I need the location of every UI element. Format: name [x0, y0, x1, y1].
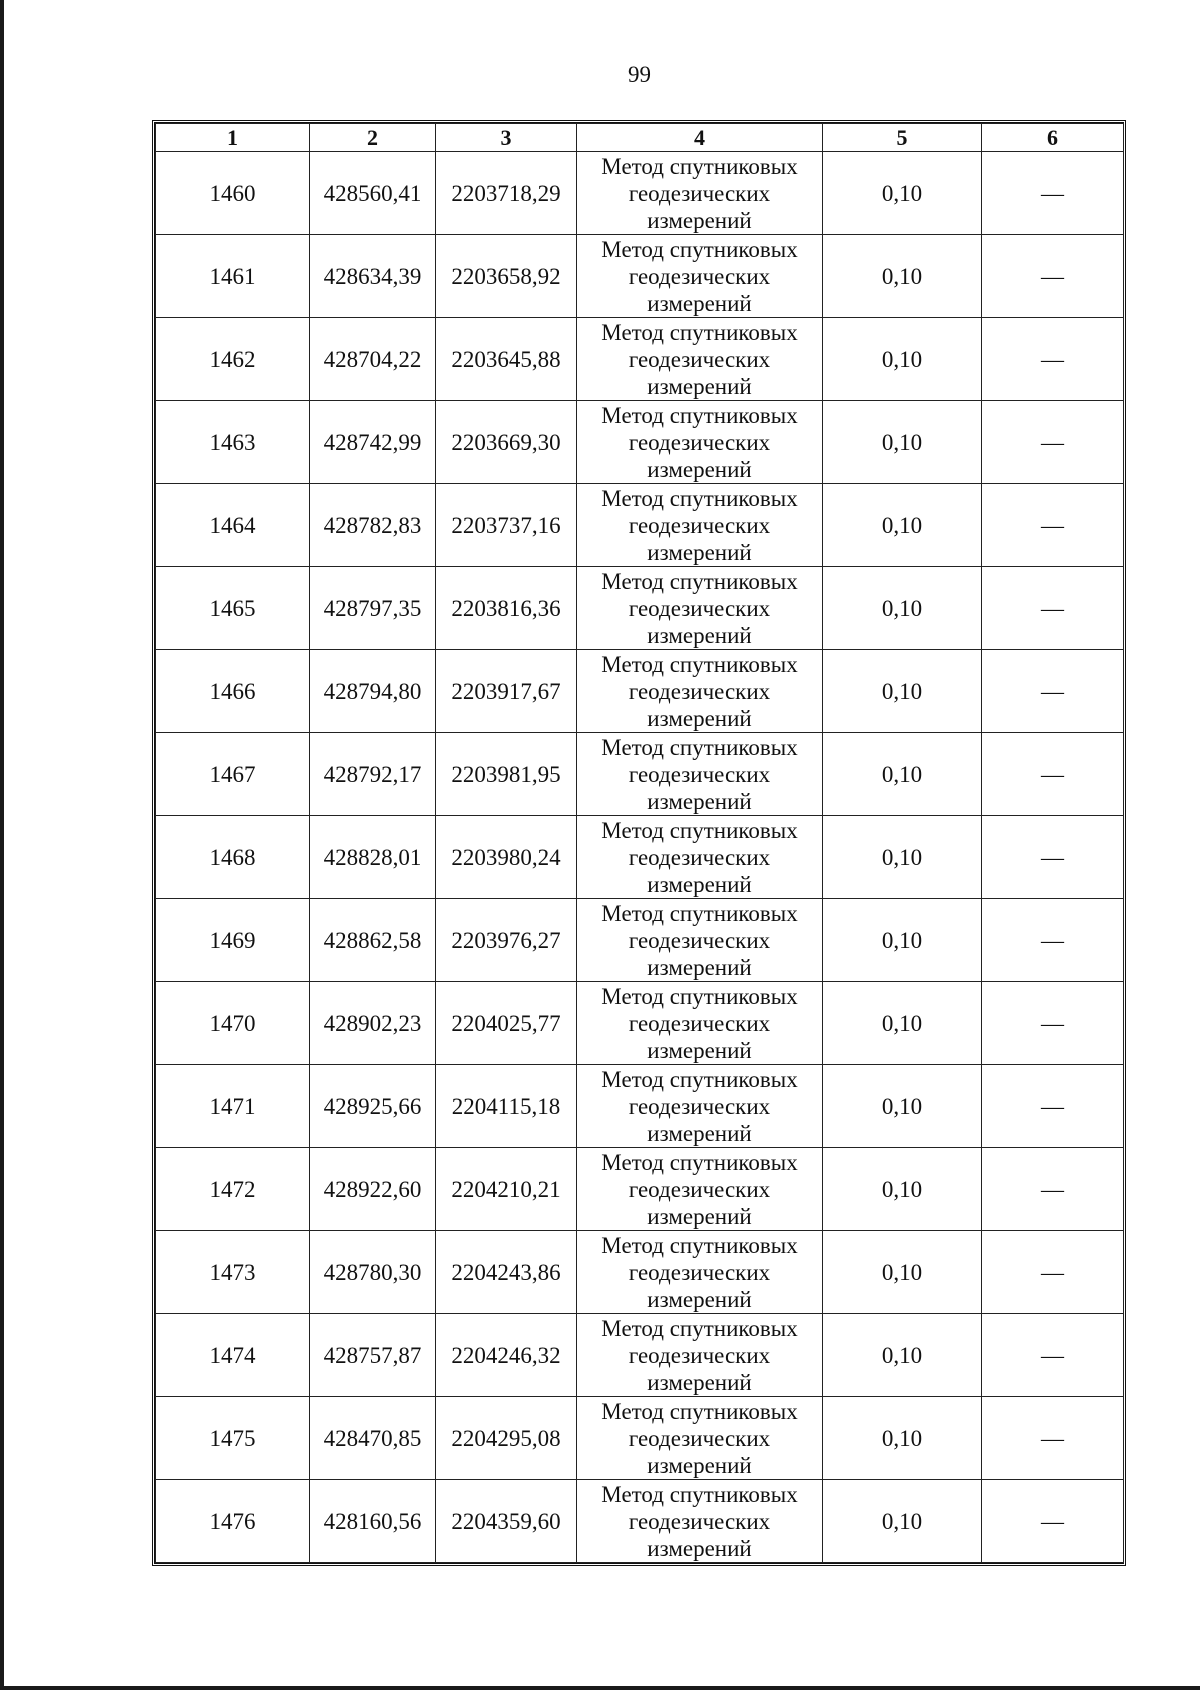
accuracy-cell: 0,10 [823, 816, 982, 899]
note-cell: — [982, 567, 1124, 650]
table-row [156, 982, 1124, 1065]
y-coordinate-cell: 2204243,86 [436, 1231, 577, 1314]
method-cell: Метод спутниковых геодезических измерений [577, 567, 823, 650]
x-coordinate-cell: 428828,01 [310, 816, 436, 899]
accuracy-cell: 0,10 [823, 733, 982, 816]
accuracy-cell: 0,10 [823, 1397, 982, 1480]
x-coordinate-cell: 428925,66 [310, 1065, 436, 1148]
method-cell: Метод спутниковых геодезических измерений [577, 982, 823, 1065]
table-row [156, 318, 1124, 401]
y-coordinate-cell: 2204115,18 [436, 1065, 577, 1148]
x-coordinate-cell: 428742,99 [310, 401, 436, 484]
point-number-cell: 1468 [156, 816, 310, 899]
point-number-cell: 1460 [156, 152, 310, 235]
method-cell: Метод спутниковых геодезических измерений [577, 1397, 823, 1480]
x-coordinate-cell: 428782,83 [310, 484, 436, 567]
page-number: 99 [628, 62, 651, 87]
method-cell: Метод спутниковых геодезических измерений [577, 318, 823, 401]
table-row [156, 401, 1124, 484]
method-cell: Метод спутниковых геодезических измерений [577, 1065, 823, 1148]
header-cell: 6 [982, 124, 1124, 152]
point-number-cell: 1463 [156, 401, 310, 484]
accuracy-cell: 0,10 [823, 1065, 982, 1148]
note-cell: — [982, 816, 1124, 899]
point-number-cell: 1471 [156, 1065, 310, 1148]
accuracy-cell: 0,10 [823, 235, 982, 318]
y-coordinate-cell: 2203645,88 [436, 318, 577, 401]
note-cell: — [982, 1397, 1124, 1480]
y-coordinate-cell: 2203718,29 [436, 152, 577, 235]
coordinates-table [155, 123, 1124, 1563]
point-number-cell: 1462 [156, 318, 310, 401]
method-cell: Метод спутниковых геодезических измерений [577, 235, 823, 318]
method-cell: Метод спутниковых геодезических измерений [577, 650, 823, 733]
x-coordinate-cell: 428922,60 [310, 1148, 436, 1231]
method-cell: Метод спутниковых геодезических измерений [577, 1148, 823, 1231]
header-cell: 3 [436, 124, 577, 152]
note-cell: — [982, 1231, 1124, 1314]
x-coordinate-cell: 428634,39 [310, 235, 436, 318]
x-coordinate-cell: 428794,80 [310, 650, 436, 733]
y-coordinate-cell: 2203981,95 [436, 733, 577, 816]
note-cell: — [982, 650, 1124, 733]
accuracy-cell: 0,10 [823, 650, 982, 733]
method-cell: Метод спутниковых геодезических измерений [577, 484, 823, 567]
point-number-cell: 1473 [156, 1231, 310, 1314]
point-number-cell: 1461 [156, 235, 310, 318]
accuracy-cell: 0,10 [823, 1148, 982, 1231]
point-number-cell: 1469 [156, 899, 310, 982]
x-coordinate-cell: 428797,35 [310, 567, 436, 650]
note-cell: — [982, 235, 1124, 318]
header-cell: 1 [156, 124, 310, 152]
header-cell: 4 [577, 124, 823, 152]
scan-border-left [0, 0, 4, 1690]
y-coordinate-cell: 2203816,36 [436, 567, 577, 650]
x-coordinate-cell: 428780,30 [310, 1231, 436, 1314]
table-row [156, 899, 1124, 982]
table-body [156, 152, 1124, 1563]
point-number-cell: 1474 [156, 1314, 310, 1397]
table-row [156, 567, 1124, 650]
table-row [156, 650, 1124, 733]
method-cell: Метод спутниковых геодезических измерений [577, 733, 823, 816]
table-row [156, 1314, 1124, 1397]
accuracy-cell: 0,10 [823, 1480, 982, 1563]
accuracy-cell: 0,10 [823, 318, 982, 401]
accuracy-cell: 0,10 [823, 567, 982, 650]
x-coordinate-cell: 428862,58 [310, 899, 436, 982]
table-row [156, 733, 1124, 816]
note-cell: — [982, 1314, 1124, 1397]
method-cell: Метод спутниковых геодезических измерений [577, 816, 823, 899]
coordinates-table-frame [152, 120, 1126, 1566]
x-coordinate-cell: 428560,41 [310, 152, 436, 235]
y-coordinate-cell: 2204246,32 [436, 1314, 577, 1397]
table-row [156, 1480, 1124, 1563]
accuracy-cell: 0,10 [823, 484, 982, 567]
point-number-cell: 1475 [156, 1397, 310, 1480]
x-coordinate-cell: 428160,56 [310, 1480, 436, 1563]
table-row [156, 152, 1124, 235]
note-cell: — [982, 1065, 1124, 1148]
method-cell: Метод спутниковых геодезических измерений [577, 1231, 823, 1314]
accuracy-cell: 0,10 [823, 401, 982, 484]
y-coordinate-cell: 2203980,24 [436, 816, 577, 899]
accuracy-cell: 0,10 [823, 1314, 982, 1397]
point-number-cell: 1470 [156, 982, 310, 1065]
accuracy-cell: 0,10 [823, 899, 982, 982]
table-row [156, 484, 1124, 567]
y-coordinate-cell: 2204295,08 [436, 1397, 577, 1480]
y-coordinate-cell: 2204359,60 [436, 1480, 577, 1563]
table-header-row [156, 124, 1124, 152]
table-row [156, 1231, 1124, 1314]
accuracy-cell: 0,10 [823, 1231, 982, 1314]
y-coordinate-cell: 2203976,27 [436, 899, 577, 982]
table-row [156, 1148, 1124, 1231]
point-number-cell: 1466 [156, 650, 310, 733]
note-cell: — [982, 1480, 1124, 1563]
table-row [156, 816, 1124, 899]
method-cell: Метод спутниковых геодезических измерений [577, 152, 823, 235]
y-coordinate-cell: 2204025,77 [436, 982, 577, 1065]
header-cell: 5 [823, 124, 982, 152]
note-cell: — [982, 318, 1124, 401]
method-cell: Метод спутниковых геодезических измерений [577, 1314, 823, 1397]
accuracy-cell: 0,10 [823, 982, 982, 1065]
x-coordinate-cell: 428792,17 [310, 733, 436, 816]
note-cell: — [982, 733, 1124, 816]
scan-border-bottom [0, 1686, 1200, 1690]
method-cell: Метод спутниковых геодезических измерений [577, 899, 823, 982]
note-cell: — [982, 899, 1124, 982]
note-cell: — [982, 401, 1124, 484]
note-cell: — [982, 152, 1124, 235]
y-coordinate-cell: 2203917,67 [436, 650, 577, 733]
point-number-cell: 1467 [156, 733, 310, 816]
x-coordinate-cell: 428757,87 [310, 1314, 436, 1397]
method-cell: Метод спутниковых геодезических измерений [577, 401, 823, 484]
method-cell: Метод спутниковых геодезических измерений [577, 1480, 823, 1563]
note-cell: — [982, 1148, 1124, 1231]
note-cell: — [982, 484, 1124, 567]
y-coordinate-cell: 2203658,92 [436, 235, 577, 318]
y-coordinate-cell: 2204210,21 [436, 1148, 577, 1231]
point-number-cell: 1472 [156, 1148, 310, 1231]
note-cell: — [982, 982, 1124, 1065]
header-cell: 2 [310, 124, 436, 152]
table-row [156, 1065, 1124, 1148]
accuracy-cell: 0,10 [823, 152, 982, 235]
x-coordinate-cell: 428470,85 [310, 1397, 436, 1480]
point-number-cell: 1464 [156, 484, 310, 567]
y-coordinate-cell: 2203737,16 [436, 484, 577, 567]
point-number-cell: 1465 [156, 567, 310, 650]
y-coordinate-cell: 2203669,30 [436, 401, 577, 484]
table-row [156, 235, 1124, 318]
x-coordinate-cell: 428902,23 [310, 982, 436, 1065]
x-coordinate-cell: 428704,22 [310, 318, 436, 401]
table-row [156, 1397, 1124, 1480]
point-number-cell: 1476 [156, 1480, 310, 1563]
